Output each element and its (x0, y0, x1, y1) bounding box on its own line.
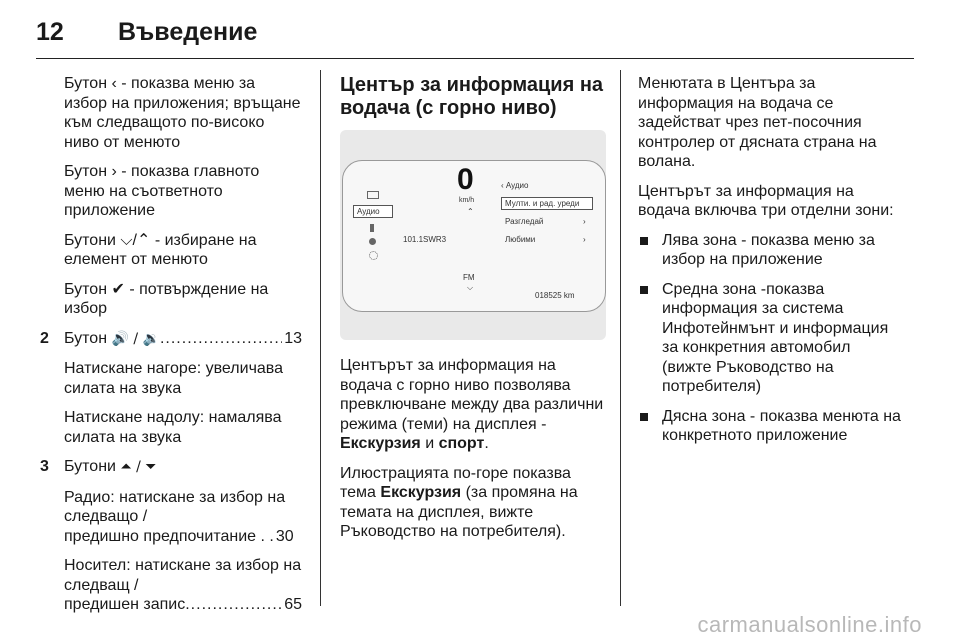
paragraph: Бутон › - показва главното меню на съответното приложение (64, 163, 260, 219)
chevron-right-icon: › (583, 217, 586, 226)
phone-icon (370, 224, 374, 232)
bullet-text: Лява зона - показва меню за избор на приложение (662, 231, 875, 268)
item-number: 3 (40, 458, 49, 475)
menu-item: Любими (505, 235, 536, 244)
display-frame (342, 160, 606, 312)
paragraph: Центърът за информация на водача включва три отделни зони: (638, 182, 894, 219)
column-3 (638, 74, 904, 456)
paragraph: Бутони ⌵/⌃ - избиране на елемент от менюто (64, 231, 257, 268)
paragraph: Натискане надолу: намалява силата на звука (64, 409, 282, 446)
text-line: предишен запис (64, 596, 186, 613)
watermark: carmanualsonline.info (697, 612, 922, 637)
section-heading: Център за информация на водача (с горно ниво) (340, 74, 604, 119)
bold-term: Екскурзия (340, 435, 421, 452)
menu-item: Разгледай (505, 217, 544, 226)
bullet-marker (640, 413, 648, 421)
column-1 (40, 74, 302, 625)
text-line: Радио: натискане за избор на следващо / (64, 488, 286, 525)
paragraph-media (40, 556, 302, 615)
volume-icon: 🔊 / 🔉 (111, 330, 160, 347)
bullet-text: Дясна зона - показва менюта на конкретното приложение (662, 407, 901, 444)
item-number: 2 (40, 329, 49, 347)
bullet-item (638, 280, 904, 397)
column-divider-1 (320, 70, 321, 606)
dot-leader (185, 595, 282, 615)
text: (за промяна на темата на дисплея, вижте Ръководство на потребителя). (340, 484, 578, 540)
bullet-text: Средна зона -показва информация за система Инфотейнмънт и информация за конкретния автомобил (вижте Ръководство на потребителя) (662, 280, 889, 395)
column-2-body (340, 356, 606, 552)
odometer: 018525 km (535, 291, 575, 300)
paragraph: Менютата в Центъра за информация на водача се задействат чрез пет-посочния контролер от дясната страна на волана. (638, 75, 877, 170)
bullet-item (638, 231, 904, 270)
text: Илюстрацията по-горе показва тема (340, 464, 571, 501)
list-item-2 (40, 329, 302, 350)
toc-leader (64, 329, 302, 350)
paragraph-radio (40, 488, 302, 547)
text-line: Носител: натискане за избор на следващ / (64, 557, 302, 594)
chevron-right-icon: › (583, 235, 586, 244)
menu-icon (367, 191, 379, 199)
list-item-3 (40, 457, 302, 478)
bullet-marker (640, 237, 648, 245)
menu-item-selected: Мулти. и рад. уреди (501, 197, 593, 210)
dot-leader (160, 329, 282, 350)
page-ref: 13 (284, 329, 302, 347)
paragraph (340, 356, 606, 454)
header-rule (36, 58, 914, 59)
speed-readout: 0 (457, 163, 474, 196)
text: и (420, 435, 439, 452)
page-ref: 30 (275, 527, 294, 545)
paragraph (340, 464, 606, 542)
speed-unit: km/h (459, 197, 475, 204)
text: Центърът за информация на водача с горно ниво позволява превключване между два различни режима (теми) на дисплея - (340, 357, 604, 433)
paragraph: Натискане нагоре: увеличава силата на звука (64, 360, 284, 397)
bold-term: Екскурзия (380, 484, 462, 501)
page-title: Въведение (118, 18, 258, 46)
toc-leader (64, 595, 302, 615)
back-label: ‹ Аудио (501, 181, 529, 190)
text-line: предишно предпочитание . . (64, 527, 274, 545)
page-number: 12 (36, 18, 64, 46)
page-header (36, 18, 257, 52)
column-divider-2 (620, 70, 621, 606)
bold-term: спорт (438, 435, 485, 452)
left-zone-panel (353, 191, 393, 261)
bullet-marker (640, 286, 648, 294)
dashboard-illustration (340, 130, 606, 340)
item-label: Бутони (64, 458, 121, 475)
page-ref: 65 (284, 596, 302, 613)
left-item-audio: Аудио (353, 205, 393, 218)
nav-icon (369, 238, 376, 245)
paragraph: Бутон ‹ - показва меню за избор на приложения; връщане към следващото по-високо ниво от менюто (64, 75, 301, 151)
column-2 (340, 74, 606, 130)
settings-icon (369, 251, 378, 260)
seek-arrows-icon: ⏶ / ⏷ (120, 459, 157, 475)
station-name: 101.1SWR3 (403, 235, 447, 244)
up-arrow-icon: ⌃ (467, 207, 474, 216)
down-arrow-icon: ⌵ (467, 283, 474, 292)
band-label: FM (463, 273, 475, 282)
item-label: Бутон (64, 329, 112, 347)
bullet-item (638, 407, 904, 446)
paragraph: Бутон ✔ - потвърждение на избор (64, 280, 269, 317)
text: . (484, 435, 489, 452)
toc-leader (64, 527, 302, 547)
